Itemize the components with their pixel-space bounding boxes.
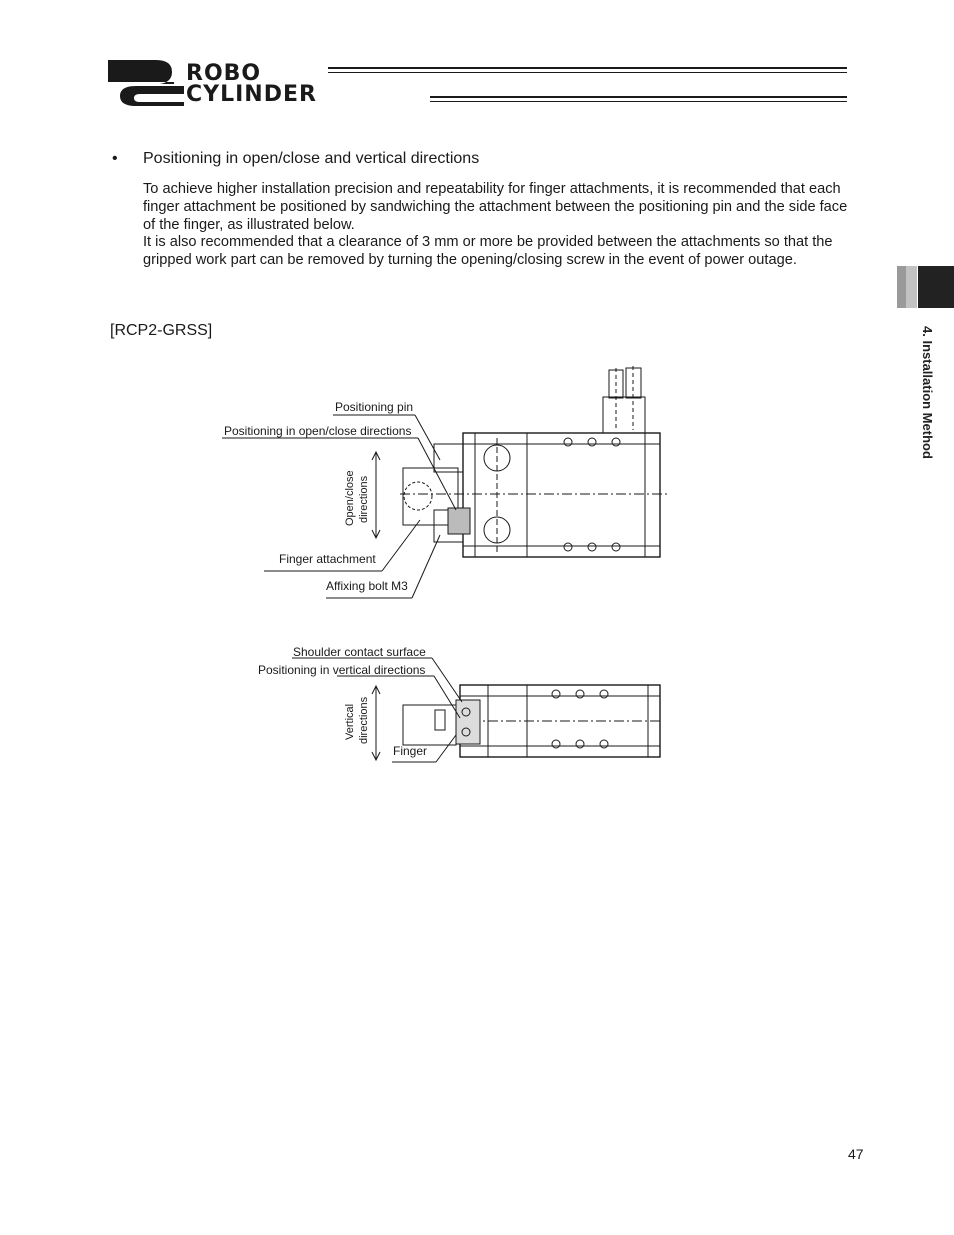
bullet: • — [112, 150, 118, 167]
label-finger: Finger — [393, 744, 428, 758]
paragraph-2: It is also recommended that a clearance of 3 mm or more be provided between the attachments so that the gripped work part can be removed by turning the opening/closing screw in the event of power outage. — [143, 234, 833, 268]
label-vertical-axis-1: Vertical — [344, 703, 356, 740]
diagram-top — [0, 360, 954, 610]
label-vertical-axis-2: directions — [358, 696, 370, 744]
header-rule-bottom — [430, 96, 847, 98]
model-label: [RCP2-GRSS] — [110, 322, 213, 339]
label-finger-attachment: Finger attachment — [279, 552, 376, 566]
section-title: Positioning in open/close and vertical directions — [143, 150, 480, 167]
chapter-side-label: 4. Installation Method — [920, 326, 935, 459]
label-shoulder-contact: Shoulder contact surface — [293, 645, 426, 659]
logo-text-cylinder: CYLINDER — [186, 82, 317, 107]
label-affixing-bolt: Affixing bolt M3 — [326, 579, 408, 593]
label-openclose-axis-2: directions — [358, 475, 370, 523]
diagram-bottom — [0, 640, 954, 780]
paragraph-1: To achieve higher installation precision and repeatability for finger attachments, it is recommended that each finger attachment be positioned by sandwiching the attachment between the positioning pin and the side face of the finger, as illustrated below. — [143, 181, 848, 233]
chapter-tab-dark — [918, 266, 954, 308]
label-positioning-vertical: Positioning in vertical directions — [258, 663, 426, 677]
label-positioning-openclose: Positioning in open/close directions — [224, 424, 412, 438]
page-number: 47 — [848, 1146, 864, 1162]
header-rule-top-thin — [328, 72, 847, 73]
label-positioning-pin: Positioning pin — [335, 400, 414, 414]
chapter-tab-light — [906, 266, 917, 308]
logo-text-robo: ROBO — [186, 61, 262, 86]
label-openclose-axis-1: Open/close — [344, 470, 356, 526]
rc-logo-icon — [106, 58, 186, 108]
header-rule-bottom-thin — [430, 101, 847, 102]
header-rule-top — [328, 67, 847, 69]
